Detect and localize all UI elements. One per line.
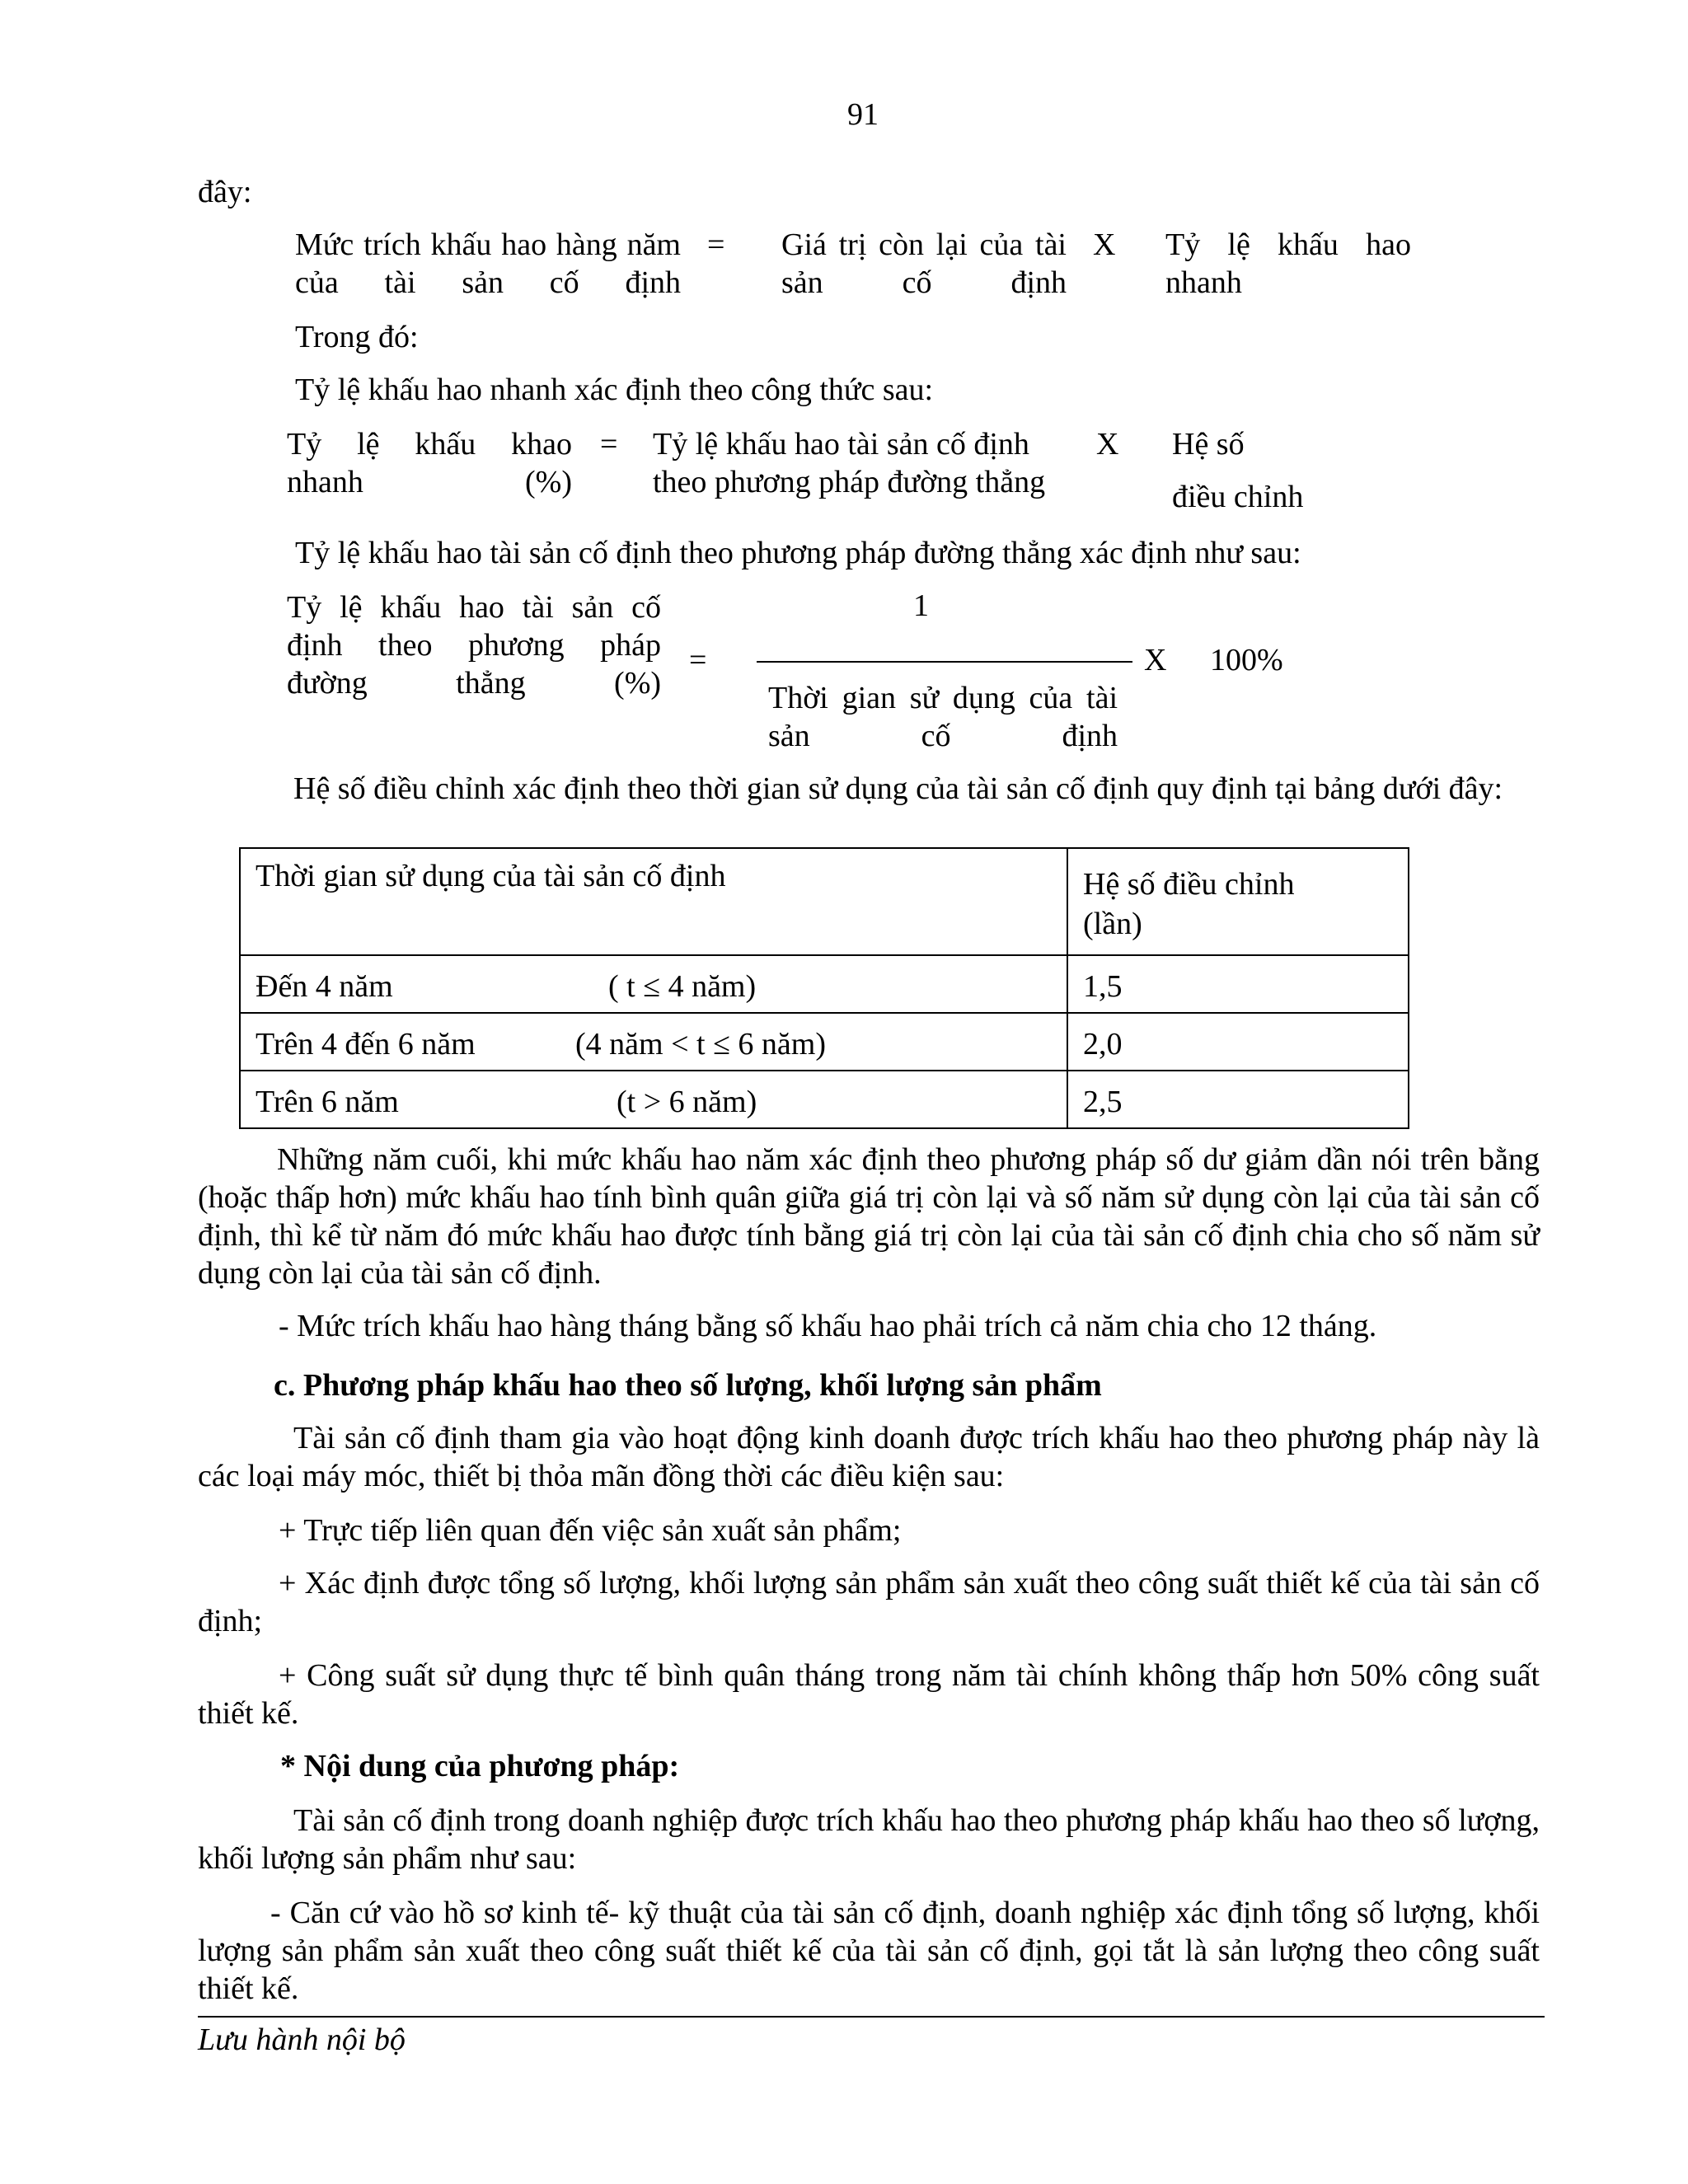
formula1-left: Mức trích khấu hao hàng năm của tài sản cố định xyxy=(295,227,681,300)
section-c-heading: c. Phương pháp khấu hao theo số lượng, khối lượng sản phẩm xyxy=(274,1368,1102,1403)
final-years-paragraph: Những năm cuối, khi mức khấu hao năm xác định theo phương pháp số dư giảm dần nói trên bằng (hoặc thấp hơn) mức khấu hao tính bình quân giữa giá trị còn lại và số năm sử dụng còn lại của tài sản cố định, thì kể từ năm đó mức khấu hao được tính bằng giá trị còn lại của tài sản cố định chia cho số năm sử dụng còn lại của tài sản cố định. xyxy=(198,1142,1540,1291)
table-header-row xyxy=(240,848,1409,955)
formula3-equals: = xyxy=(689,643,707,677)
formula2-multiply: X xyxy=(1096,427,1119,462)
coefficient-intro: Hệ số điều chỉnh xác định theo thời gian sử dụng của tài sản cố định quy định tại bảng dưới đây: xyxy=(293,771,1503,806)
table-header-coef-line2: (lần) xyxy=(1083,907,1142,941)
coefficient-table xyxy=(239,847,1409,1129)
table-row xyxy=(240,955,1409,1013)
period-label: Trên 4 đến 6 năm xyxy=(256,1027,476,1062)
table-header-period xyxy=(240,848,1067,955)
page-number: 91 xyxy=(847,97,879,132)
formula1-multiply: X xyxy=(1093,227,1116,262)
condition-3: + Công suất sử dụng thực tế bình quân tháng trong năm tài chính không thấp hơn 50% công suất thiết kế. xyxy=(198,1658,1540,1731)
content-intro: Tài sản cố định trong doanh nghiệp được trích khấu hao theo phương pháp khấu hao theo số lượng, khối lượng sản phẩm như sau: xyxy=(198,1803,1540,1876)
trong-do-label: Trong đó: xyxy=(295,320,419,354)
formula1-middle: Giá trị còn lại của tài sản cố định xyxy=(781,227,1067,300)
formula3-numerator: 1 xyxy=(913,588,929,623)
rate-intro: Tỷ lệ khấu hao nhanh xác định theo công thức sau: xyxy=(295,373,934,407)
straight-line-intro: Tỷ lệ khấu hao tài sản cố định theo phương pháp đường thẳng xác định như sau: xyxy=(295,536,1301,570)
condition-1: + Trực tiếp liên quan đến việc sản xuất sản phẩm; xyxy=(279,1513,902,1548)
period-condition: (t > 6 năm) xyxy=(617,1085,757,1119)
table-header-period-text: Thời gian sử dụng của tài sản cố định xyxy=(256,859,726,893)
condition-2: + Xác định được tổng số lượng, khối lượng sản phẩm sản xuất theo công suất thiết kế của tài sản cố định; xyxy=(198,1566,1540,1638)
content-heading: * Nội dung của phương pháp: xyxy=(280,1749,680,1783)
formula2-equals: = xyxy=(600,427,618,462)
table-row xyxy=(240,1071,1409,1128)
table-row xyxy=(240,1013,1409,1071)
content-step-1: - Căn cứ vào hồ sơ kinh tế- kỹ thuật của tài sản cố định, doanh nghiệp xác định tổng số lượng, khối lượng sản phẩm sản xuất theo công suất thiết kế của tài sản cố định, gọi tắt là sản lượng theo công suất thiết kế. xyxy=(198,1896,1540,2006)
footer-note: Lưu hành nội bộ xyxy=(198,2022,406,2057)
table-cell-coef: 2,5 xyxy=(1067,1071,1409,1128)
formula3-left: Tỷ lệ khấu hao tài sản cố định theo phương pháp đường thẳng (%) xyxy=(287,590,661,701)
period-condition: ( t ≤ 4 năm) xyxy=(608,969,757,1004)
formula1-equals: = xyxy=(707,227,725,262)
formula3-multiply: X xyxy=(1144,643,1167,677)
table-header-coef-line1: Hệ số điều chỉnh xyxy=(1083,867,1295,902)
table-cell-period xyxy=(240,1071,1067,1128)
formula3-denominator: Thời gian sử dụng của tài sản cố định xyxy=(768,681,1118,753)
formula2-left: Tỷ lệ khấu khao nhanh (%) xyxy=(287,427,572,499)
table-cell-period xyxy=(240,1013,1067,1071)
footer-rule xyxy=(198,2016,1545,2018)
table-cell-coef: 1,5 xyxy=(1067,955,1409,1013)
intro-tail: đây: xyxy=(198,175,252,209)
table-cell-period xyxy=(240,955,1067,1013)
period-condition: (4 năm < t ≤ 6 năm) xyxy=(575,1027,826,1062)
monthly-depreciation: - Mức trích khấu hao hàng tháng bằng số khấu hao phải trích cả năm chia cho 12 tháng. xyxy=(279,1309,1377,1343)
period-label: Đến 4 năm xyxy=(256,969,393,1004)
formula1-right: Tỷ lệ khấu hao nhanh xyxy=(1165,227,1411,300)
formula3-factor: 100% xyxy=(1210,643,1283,677)
table-cell-coef: 2,0 xyxy=(1067,1013,1409,1071)
table-header-coef xyxy=(1067,848,1409,955)
period-label: Trên 6 năm xyxy=(256,1085,399,1119)
formula2-right-line2: điều chỉnh xyxy=(1172,480,1304,514)
section-c-intro: Tài sản cố định tham gia vào hoạt động kinh doanh được trích khấu hao theo phương pháp này là các loại máy móc, thiết bị thỏa mãn đồng thời các điều kiện sau: xyxy=(198,1421,1540,1493)
formula2-middle: Tỷ lệ khấu hao tài sản cố định theo phương pháp đường thẳng xyxy=(653,427,1046,499)
fraction-bar xyxy=(757,661,1132,663)
formula2-right-line1: Hệ số xyxy=(1172,427,1245,462)
